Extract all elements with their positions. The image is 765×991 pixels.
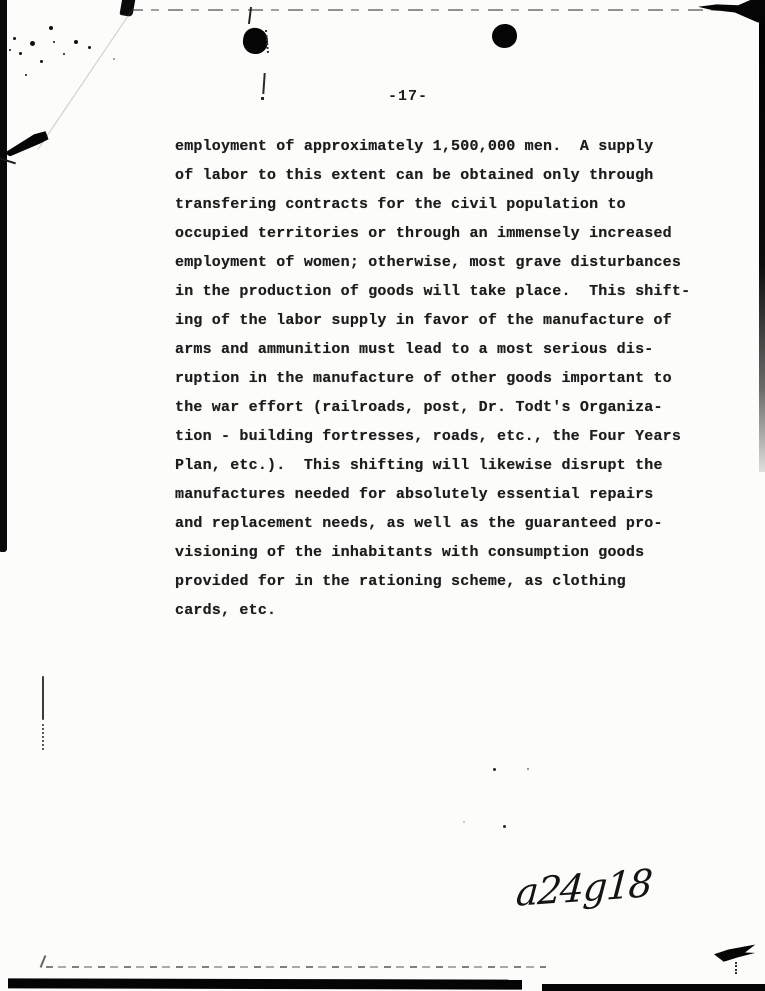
hole-punch-right (492, 24, 517, 48)
typed-line: in the production of goods will take place. This shift- (175, 283, 691, 300)
ink-speck (503, 825, 506, 828)
typed-line: arms and ammunition must lead to a most serious dis- (175, 341, 654, 358)
bottom-crease-line (46, 966, 546, 968)
ink-speck (113, 58, 115, 60)
left-edge-ink-smudge (2, 131, 50, 157)
margin-pen-mark (42, 724, 44, 750)
scan-right-edge-bar (759, 10, 765, 472)
typed-line: the war effort (railroads, post, Dr. Todt's Organiza- (175, 399, 663, 416)
ink-speck (25, 74, 27, 76)
scan-bottom-edge-bar-left (8, 978, 522, 989)
typed-line: Plan, etc.). This shifting will likewise disrupt the (175, 457, 663, 474)
ink-speck (30, 41, 35, 46)
ink-speck (40, 60, 43, 63)
ink-speck (463, 821, 465, 823)
typed-line: tion - building fortresses, roads, etc., the Four Years (175, 428, 682, 445)
ink-speck (74, 40, 78, 44)
ink-speck (63, 53, 65, 55)
ink-speck (493, 768, 496, 771)
typed-line: and replacement needs, as well as the guaranteed pro- (175, 515, 663, 532)
typed-text-block (175, 132, 690, 625)
ink-speck (9, 49, 11, 51)
ink-speck (88, 46, 91, 49)
typed-line: occupied territories or through an immensely increased (175, 225, 672, 242)
typed-line: transfering contracts for the civil population to (175, 196, 626, 213)
typed-line: of labor to this extent can be obtained only through (175, 167, 654, 184)
page-number: -17- (388, 88, 429, 105)
typed-line: ing of the labor supply in favor of the manufacture of (175, 312, 672, 329)
ink-speck (49, 26, 53, 30)
typed-line: employment of women; otherwise, most grave disturbances (175, 254, 682, 271)
ink-speck (53, 41, 55, 43)
typed-line: visioning of the inhabitants with consumption goods (175, 544, 645, 561)
ink-speck (13, 37, 16, 40)
ink-speck (19, 52, 22, 55)
margin-pen-mark (42, 676, 44, 720)
scan-left-edge-bar (0, 0, 7, 552)
scan-top-right-corner-mark (698, 0, 765, 24)
scan-bottom-edge-bar-right (542, 984, 765, 991)
pen-tick-mark (261, 97, 264, 100)
typed-line: manufactures needed for absolutely essential repairs (175, 486, 654, 503)
pen-tick-mark (265, 30, 269, 53)
typed-line: cards, etc. (175, 602, 277, 619)
ink-speck (527, 768, 529, 770)
handwritten-annotation: a 24 g 18 (514, 861, 653, 915)
pen-tick-mark (262, 73, 265, 94)
typed-line: ruption in the manufacture of other goods important to (175, 370, 672, 387)
bottom-right-ink-smudge (714, 945, 757, 963)
scan-top-crease-line (128, 9, 765, 11)
typed-line: employment of approximately 1,500,000 men. A supply (175, 138, 654, 155)
typed-line: provided for in the rationing scheme, as clothing (175, 573, 626, 590)
bottom-right-pen-tick (735, 962, 737, 974)
